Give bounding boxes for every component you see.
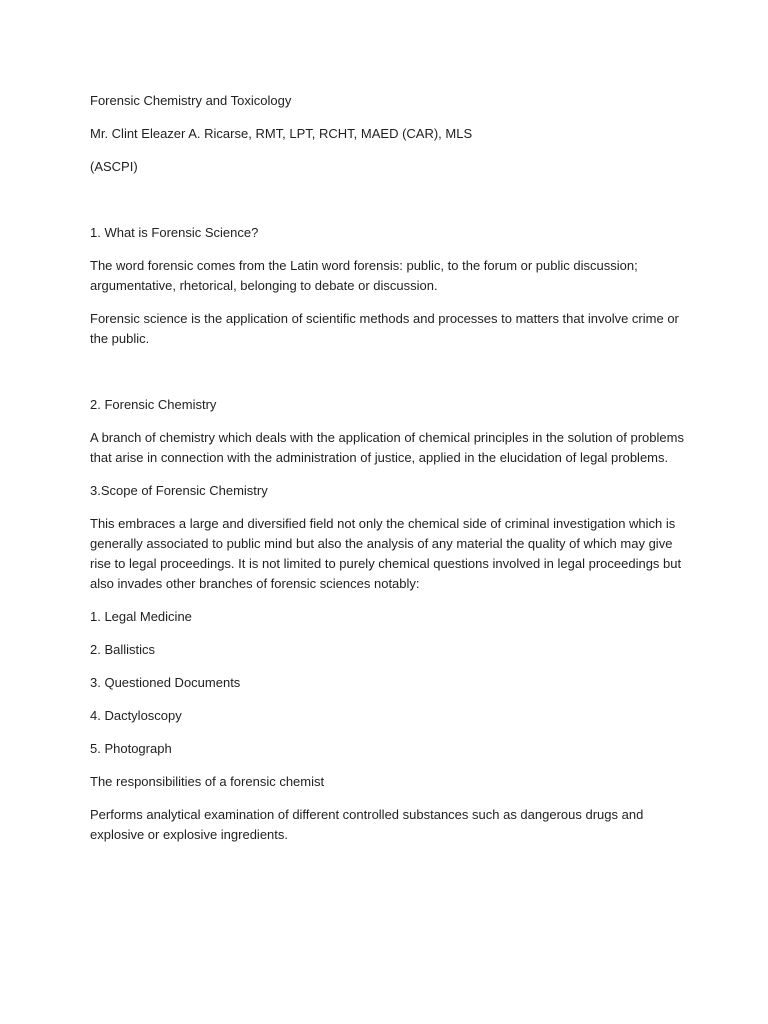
paragraph-responsibilities: Performs analytical examination of different controlled substances such as dangerous drugs and explosive or explosive ingredients. [90,807,644,842]
paragraph-forensic-chemistry-definition: A branch of chemistry which deals with the application of chemical principles in the solution of problems that arise in connection with the administration of justice, applied in the elucidation of legal problems. [90,430,684,465]
section-heading-responsibilities: The responsibilities of a forensic chemist [90,774,325,789]
paragraph-scope: This embraces a large and diversified field not only the chemical side of criminal investigation which is generally associated to public mind but also the analysis of any material the quality of which may give rise to legal proceedings. It is not limited to purely chemical questions involved in legal proceedings but also invades other branches of forensic sciences notably: [90,516,682,591]
section-heading-forensic-science: 1. What is Forensic Science? [90,225,259,240]
list-item: 5. Photograph [90,741,172,756]
spacer [90,190,690,223]
list-item: 4. Dactyloscopy [90,708,182,723]
list-item: 1. Legal Medicine [90,609,192,624]
paragraph-forensic-definition: Forensic science is the application of scientific methods and processes to matters that involve crime or the public. [90,311,679,346]
document-title: Forensic Chemistry and Toxicology [90,93,292,108]
spacer [90,362,690,395]
list-item: 2. Ballistics [90,642,156,657]
section-heading-scope: 3.Scope of Forensic Chemistry [90,483,268,498]
document-affiliation: (ASCPI) [90,159,138,174]
paragraph-forensic-etymology: The word forensic comes from the Latin word forensis: public, to the forum or public discussion; argumentative, rhetorical, belonging to debate or discussion. [90,258,638,293]
section-heading-forensic-chemistry: 2. Forensic Chemistry [90,397,217,412]
document-author: Mr. Clint Eleazer A. Ricarse, RMT, LPT, RCHT, MAED (CAR), MLS [90,126,473,141]
document-body [90,91,690,858]
list-item: 3. Questioned Documents [90,675,241,690]
